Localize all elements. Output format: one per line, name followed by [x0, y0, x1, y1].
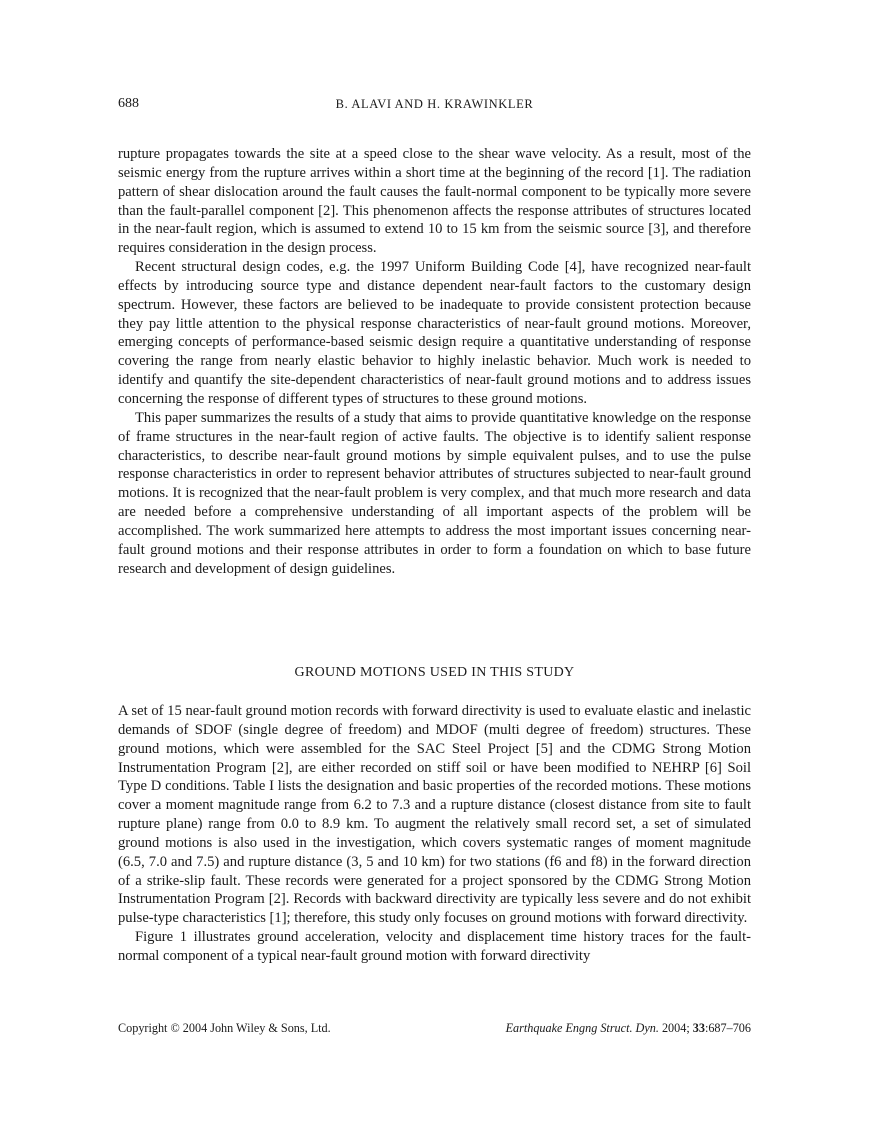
- running-head: [118, 94, 751, 114]
- paragraph: Recent structural design codes, e.g. the 1997 Uniform Building Code [4], have recognized near-fault effects by introducing source type and distance dependent near-fault factors to the customary design spectrum. However, these factors are believed to be inadequate to provide consistent protection because they pay little attention to the physical response characteristics of near-fault ground motions. Moreover, emerging concepts of performance-based seismic design require a quantitative understanding of response covering the range from nearly elastic behavior to highly inelastic behavior. Much work is needed to identify and quantify the site-dependent characteristics of near-fault ground motions and to address issues concerning the response of different types of structures to these ground motions.: [118, 259, 751, 407]
- ground-motions-section-text: [118, 702, 751, 966]
- journal-citation: [506, 1019, 751, 1037]
- section-heading: GROUND MOTIONS USED IN THIS STUDY: [294, 665, 575, 680]
- journal-title: Earthquake Engng Struct. Dyn.: [505, 1021, 659, 1035]
- paragraph: A set of 15 near-fault ground motion records with forward directivity is used to evaluate elastic and inelastic demands of SDOF (single degree of freedom) and MDOF (multi degree of freedom) structures. These ground motions, which were assembled for the SAC Steel Project [5] and the CDMG Strong Motion Instrumentation Program [2], are either recorded on stiff soil or have been modified to NEHRP [6] Soil Type D conditions. Table I lists the designation and basic properties of the recorded motions. These motions cover a moment magnitude range from 6.2 to 7.3 and a rupture distance (closest distance from site to fault rupture plane) range from 0.0 to 8.9 km. To augment the relatively small record set, a set of simulated ground motions is also used in the investigation, which covers systematic ranges of moment magnitude (6.5, 7.0 and 7.5) and rupture distance (3, 5 and 10 km) for two stations (f6 and f8) in the forward direction of a strike-slip fault. These records were generated for a project sponsored by the CDMG Strong Motion Instrumentation Program [2]. Records with backward directivity are typically less severe and do not exhibit pulse-type characteristics [1]; therefore, this study only focuses on ground motions with forward directivity.: [118, 703, 751, 927]
- journal-page: [118, 0, 751, 1146]
- copyright-notice: Copyright © 2004 John Wiley & Sons, Ltd.: [118, 1021, 331, 1035]
- journal-year: 2004;: [658, 1021, 693, 1035]
- page-number: 688: [118, 96, 139, 111]
- introduction-text: [118, 145, 751, 578]
- page-footer: [118, 1019, 751, 1037]
- journal-pages: :687–706: [704, 1021, 751, 1035]
- paragraph: This paper summarizes the results of a study that aims to provide quantitative knowledge on the response of frame structures in the near-fault region of active faults. The objective is to identify salient response characteristics, to describe near-fault ground motions by simple equivalent pulses, and to use the pulse response characteristics in order to represent behavior attributes of structures subjected to near-fault ground motions. It is recognized that the near-fault problem is very complex, and that much more research and data are needed before a comprehensive understanding of all important aspects of the problem will be accomplished. The work summarized here attempts to address the most important issues concerning near-fault ground motions and their response attributes in order to form a foundation on which to base future research and development of design guidelines.: [118, 409, 751, 577]
- paragraph: rupture propagates towards the site at a speed close to the shear wave velocity. As a result, most of the seismic energy from the rupture arrives within a short time at the beginning of the record [1]. The radiation pattern of shear dislocation around the fault causes the fault-normal component to be typically more severe than the fault-parallel component [2]. This phenomenon affects the response attributes of structures located in the near-fault region, which is assumed to extend 10 to 15 km from the seismic source [3], and therefore requires consideration in the design process.: [118, 146, 751, 257]
- running-head-authors: B. ALAVI AND H. KRAWINKLER: [335, 97, 534, 111]
- journal-volume: 33: [692, 1021, 705, 1035]
- paragraph: Figure 1 illustrates ground acceleration, velocity and displacement time history traces for the fault-normal component of a typical near-fault ground motion with forward directivity: [118, 929, 751, 964]
